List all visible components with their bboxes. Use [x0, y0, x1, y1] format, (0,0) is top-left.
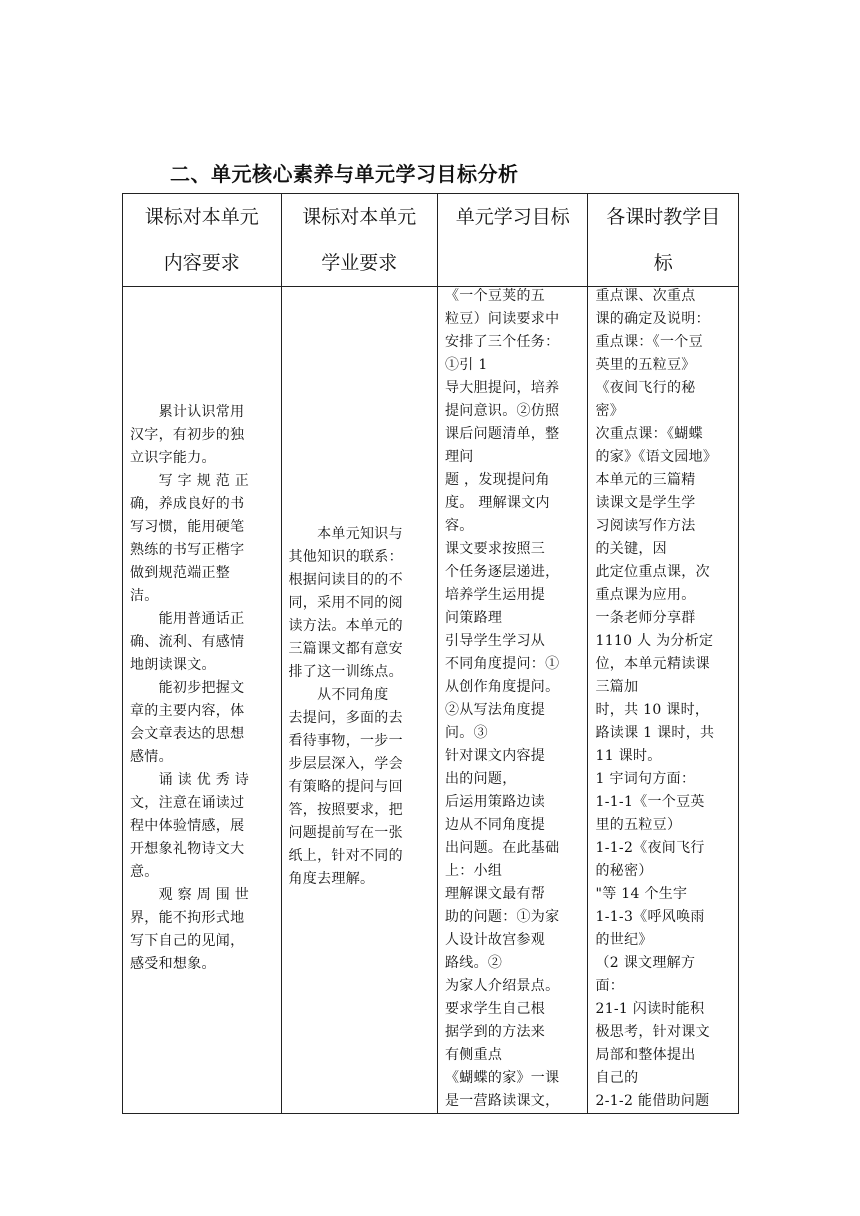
- table-body-row: [123, 287, 739, 1114]
- section-heading: 二、单元核心素养与单元学习目标分析: [170, 162, 519, 186]
- header-content-requirements: 课标对本单元 内容要求: [123, 194, 282, 287]
- analysis-table: [122, 193, 739, 1114]
- table-header-row: [123, 194, 739, 287]
- cell-unit-goals: 《一个豆荚的五 粒豆）问读要求中 安排了三个任务： ①引 1 导大胆提问，培养 提问意识。②仿照 课后问题清单，整 理问 题 ，发现提问角 度。 理解课文内 容。 课文要求按照三 个任务逐层递进， 培养学生运用提 问策路理 引导学生学习从 不同角度提问：① 从创作角度提问。 ②从写法角度提 问。③ 针对课文内容提 出的问题， 后运用策路边读 边从不同角度提 出问题。在此基础 上：小组 理解课文最有帮 助的问题：①为家 人设计故宫参观 路线。② 为家人介绍景点。 要求学生自己根 据学到的方法来 有侧重点 《蝴蝶的家》一课 是一营路读课文，: [438, 287, 588, 1114]
- header-lesson-goals: 各课时教学目 标: [588, 194, 739, 287]
- cell-content-requirements: 累计认识常用 汉字，有初步的独 立识字能力。 写 字 规 范 正 确，养成良好的书 写习惯，能用硬笔 熟练的书写正楷字 做到规范端正整 洁。 能用普通话正 确、流利、有感情 地朗读课文。 能初步把握文 章的主要内容，体 会文章表达的思想 感情。 诵 读 优 秀 诗 文，注意在诵读过 程中体验情感，展 开想象礼物诗文大 意。 观 察 周 围 世 界，能不拘形式地 写下自己的见闻， 感受和想象。: [123, 287, 282, 1114]
- header-unit-goals: 单元学习目标: [438, 194, 588, 287]
- header-academic-requirements: 课标对本单元 学业要求: [281, 194, 438, 287]
- cell-academic-requirements: 本单元知识与 其他知识的联系： 根据问读目的的不 同，采用不同的阅 读方法。本单元的 三篇课文都有意安 排了这一训练点。 从不同角度 去提问，多面的去 看待事物，一步一 步层层深入，学会 有策略的提问与回 答，按照要求，把 问题提前写在一张 纸上，针对不同的 角度去理解。: [281, 287, 438, 1114]
- cell-lesson-goals: 重点课、次重点 课的确定及说明： 重点课：《一个豆 英里的五粒豆》 《夜间飞行的秘 密》 次重点课：《蝴蝶 的家》《语文园地》 本单元的三篇精 读课文是学生学 习阅读写作方法 的关键，因 此定位重点课，次 重点课为应用。 一条老师分享群 1110 人 为分析定 位，本单元精读课 三篇加 时，共 10 课时， 路读课 1 课时，共 11 课时。 1 宇词句方面： 1-1-1《一个豆英 里的五粒豆） 1-1-2《夜间飞行 的秘密） "等 14 个生宇 1-1-3《呼风唤雨 的世纪》 （2 课文理解方 面： 21-1 闪读时能积 极思考，针对课文 局部和整体提出 自己的 2-1-2 能借助问题: [588, 287, 739, 1114]
